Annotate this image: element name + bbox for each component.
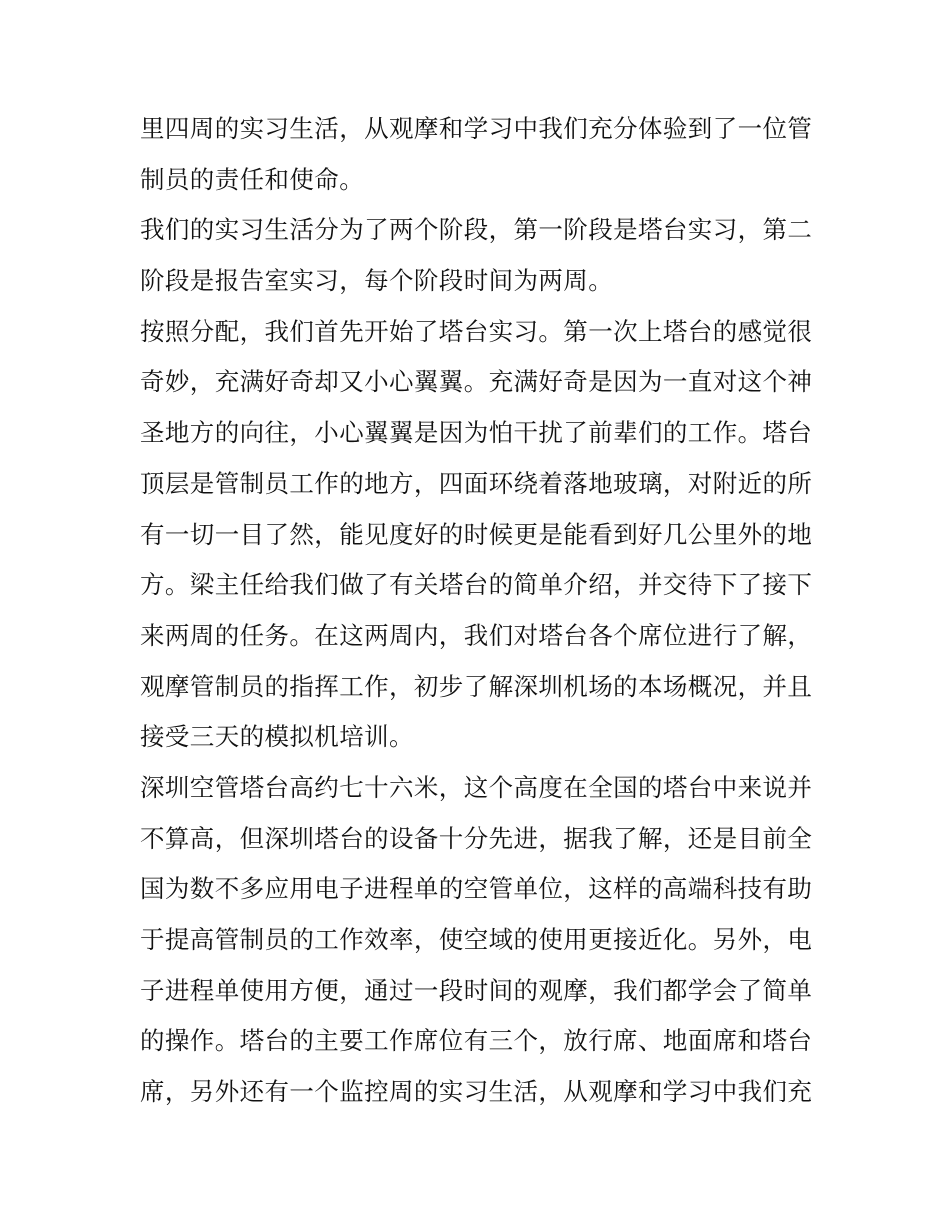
text-line: 的操作。塔台的主要工作席位有三个，放行席、地面席和塔台 xyxy=(140,1026,813,1056)
text-line: 于提高管制员的工作效率，使空域的使用更接近化。另外，电 xyxy=(140,925,813,954)
text-line: 国为数不多应用电子进程单的空管单位，这样的高端科技有助 xyxy=(140,874,813,904)
text-line: 顶层是管制员工作的地方，四面环绕着落地玻璃，对附近的所 xyxy=(140,468,813,498)
text-line: 阶段是报告室实习，每个阶段时间为两周。 xyxy=(140,266,614,296)
text-line: 方。梁主任给我们做了有关塔台的简单介绍，并交待下了接下 xyxy=(140,570,813,600)
text-line: 里四周的实习生活，从观摩和学习中我们充分体验到了一位管 xyxy=(140,114,813,143)
text-line: 席，另外还有一个监控周的实习生活，从观摩和学习中我们充 xyxy=(140,1077,813,1107)
paragraph-4 xyxy=(140,763,815,1118)
text-line: 子进程单使用方便，通过一段时间的观摩，我们都学会了简单 xyxy=(140,975,813,1005)
text-line: 圣地方的向往，小心翼翼是因为怕干扰了前辈们的工作。塔台 xyxy=(140,418,813,448)
paragraph-2 xyxy=(140,205,815,306)
text-line: 接受三天的模拟机培训。 xyxy=(140,722,414,752)
text-line: 不算高，但深圳塔台的设备十分先进，据我了解，还是目前全 xyxy=(140,823,813,853)
text-line: 奇妙，充满好奇却又小心翼翼。充满好奇是因为一直对这个神 xyxy=(140,367,813,397)
text-line: 我们的实习生活分为了两个阶段，第一阶段是塔台实习，第二 xyxy=(140,215,813,245)
text-line: 来两周的任务。在这两周内，我们对塔台各个席位进行了解， xyxy=(140,620,813,650)
text-line: 深圳空管塔台高约七十六米，这个高度在全国的塔台中来说并 xyxy=(140,772,813,802)
document-body xyxy=(140,104,815,1118)
paragraph-1 xyxy=(140,104,815,205)
text-line: 制员的责任和使命。 xyxy=(140,164,365,194)
text-line: 观摩管制员的指挥工作，初步了解深圳机场的本场概况，并且 xyxy=(140,671,813,701)
paragraph-3 xyxy=(140,307,815,763)
text-line: 有一切一目了然，能见度好的时候更是能看到好几公里外的地 xyxy=(140,519,813,549)
text-line: 按照分配，我们首先开始了塔台实习。第一次上塔台的感觉很 xyxy=(140,316,813,346)
